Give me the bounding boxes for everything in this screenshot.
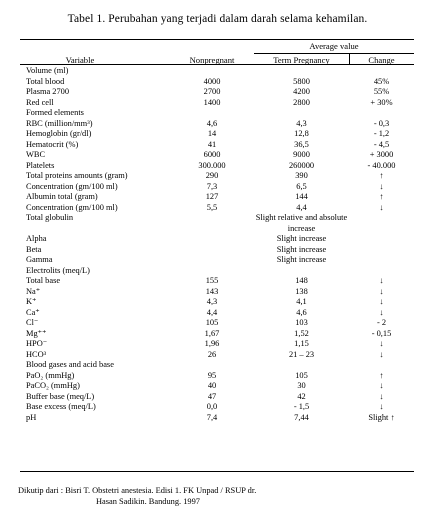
- cell-change: 55%: [373, 87, 390, 96]
- cell-change: - 0,15: [371, 328, 392, 338]
- cell-variable: Na⁺: [26, 286, 41, 296]
- column-header-nonpregnant: Nonpregnant: [189, 55, 235, 65]
- table-caption: Tabel 1. Perubahan yang terjadi dalam darah selama kehamilan.: [67, 13, 368, 25]
- cell-change: - 2: [376, 318, 387, 327]
- cell-term-pregnancy: 30: [297, 381, 306, 390]
- average-value-rule: [254, 53, 414, 54]
- cell-term-pregnancy: 5800: [293, 76, 310, 86]
- cell-change: ↓: [379, 339, 384, 348]
- cell-variable: Electrolits (meq/L): [26, 265, 90, 275]
- cell-variable: K⁺: [26, 297, 37, 306]
- cell-nonpregnant: 7,3: [206, 181, 218, 191]
- cell-variable: Mg⁺⁺: [26, 328, 47, 338]
- cell-variable: Volume (ml): [26, 66, 69, 75]
- cell-change: - 4,5: [373, 139, 390, 149]
- cell-term-pregnancy: - 1,5: [293, 402, 310, 411]
- table-body: [0, 66, 435, 423]
- cell-nonpregnant: 14: [207, 129, 217, 138]
- cell-variable: Beta: [26, 244, 42, 254]
- cell-term-pregnancy: 4,6: [296, 307, 307, 317]
- cell-nonpregnant: 1,96: [204, 339, 220, 348]
- cell-change: - 40.000: [367, 160, 396, 170]
- cell-change: 45%: [373, 76, 390, 86]
- cell-variable: Total base: [26, 276, 61, 285]
- table-row: [0, 245, 435, 256]
- cell-nonpregnant: 4,6: [206, 118, 218, 128]
- table-row: [0, 66, 435, 77]
- table-row: [0, 150, 435, 161]
- column-header-term-pregnancy: Term Pregnancy: [273, 55, 330, 65]
- cell-nonpregnant: 95: [207, 370, 217, 380]
- average-value-header: Average value: [309, 41, 359, 51]
- table-row: [0, 119, 435, 130]
- cell-nonpregnant: 1,67: [204, 328, 220, 338]
- table-top-rule: [20, 39, 414, 40]
- cell-variable: Concentration (gm/100 ml): [26, 202, 118, 212]
- cell-change: + 3000: [369, 150, 394, 159]
- cell-change: ↓: [379, 202, 384, 212]
- table-row: [0, 213, 435, 234]
- cell-term-pregnancy: 4200: [293, 87, 310, 96]
- cell-term-pregnancy: 138: [295, 286, 308, 296]
- cell-term-pregnancy: 1,15: [294, 339, 309, 348]
- footnote: [18, 485, 256, 507]
- cell-term-pregnancy: 260000: [288, 160, 315, 170]
- cell-term-pregnancy: 1,52: [294, 328, 309, 338]
- table-row: [0, 108, 435, 119]
- cell-change: ↓: [379, 381, 384, 390]
- cell-variable: Buffer base (meq/L): [26, 391, 95, 401]
- cell-variable: Alpha: [26, 234, 47, 243]
- cell-change: ↑: [379, 370, 384, 380]
- table-row: [0, 308, 435, 319]
- table-row: [0, 350, 435, 361]
- cell-variable: Total blood: [26, 76, 65, 86]
- cell-nonpregnant: 26: [207, 349, 217, 359]
- cell-nonpregnant: 143: [205, 286, 219, 296]
- cell-term-pregnancy: 9000: [293, 150, 310, 159]
- table-row: [0, 339, 435, 350]
- cell-nonpregnant: 4,4: [206, 307, 218, 317]
- table-row: [0, 287, 435, 298]
- cell-nonpregnant: 290: [205, 171, 219, 180]
- cell-variable: HCO³: [26, 349, 47, 359]
- cell-variable: PaO₂ (mmHg): [26, 370, 75, 380]
- cell-change: Slight ↑: [368, 412, 395, 422]
- cell-change: - 1,2: [373, 129, 390, 138]
- cell-term-pregnancy: 4,3: [296, 118, 307, 128]
- table-row: [0, 77, 435, 88]
- table-row: [0, 371, 435, 382]
- table-row: [0, 255, 435, 266]
- cell-variable: Hematocrit (%): [26, 139, 79, 149]
- cell-nonpregnant: 5,5: [206, 202, 218, 212]
- cell-variable: Formed elements: [26, 108, 84, 117]
- footnote-line-1: Dikutip dari : Bisri T. Obstetri anestesia. Edisi 1. FK Unpad / RSUP dr.: [18, 486, 257, 495]
- cell-nonpregnant: 155: [205, 276, 219, 285]
- cell-term-pregnancy: 144: [295, 192, 308, 201]
- cell-change: ↓: [379, 307, 384, 317]
- cell-change: ↓: [379, 181, 384, 191]
- cell-nonpregnant: 6000: [203, 150, 221, 159]
- table-row: [0, 171, 435, 182]
- cell-change: ↓: [379, 349, 384, 359]
- cell-nonpregnant: 4000: [203, 76, 221, 86]
- cell-nonpregnant: 2700: [203, 87, 221, 96]
- cell-term-pregnancy: 4,4: [296, 202, 307, 212]
- cell-variable: Hemoglobin (gr/dl): [26, 129, 92, 138]
- table-row: [0, 276, 435, 287]
- cell-term-pregnancy: 148: [295, 276, 308, 285]
- cell-variable: PaCO₂ (mmHg): [26, 381, 80, 390]
- cell-nonpregnant: 300.000: [198, 160, 226, 170]
- cell-nonpregnant: 1400: [203, 97, 221, 107]
- cell-variable: WBC: [26, 150, 46, 159]
- cell-change: ↓: [379, 286, 384, 296]
- cell-variable: Total globulin: [26, 213, 74, 222]
- cell-change: ↑: [379, 192, 384, 201]
- table-row: [0, 161, 435, 172]
- cell-change: ↓: [379, 391, 384, 401]
- column-header-variable: Variable: [65, 55, 95, 65]
- table-row: [0, 234, 435, 245]
- cell-term-pregnancy: 6,5: [296, 181, 307, 191]
- cell-nonpregnant: 127: [205, 192, 219, 201]
- table-row: [0, 182, 435, 193]
- cell-nonpregnant: 47: [207, 391, 217, 401]
- cell-variable: Platelets: [26, 160, 55, 170]
- cell-variable: Total proteins amounts (gram): [26, 171, 128, 180]
- table-row: [0, 381, 435, 392]
- cell-term-pregnancy: Slight increase: [276, 244, 327, 254]
- cell-change: ↓: [379, 297, 384, 306]
- cell-variable: HPO⁻: [26, 339, 48, 348]
- cell-nonpregnant: 4,3: [206, 297, 218, 306]
- cell-nonpregnant: 41: [207, 139, 217, 149]
- cell-change: ↑: [379, 171, 384, 180]
- table-row: [0, 360, 435, 371]
- cell-variable: RBC (million/mm³): [26, 118, 93, 128]
- cell-nonpregnant: 7,4: [206, 412, 218, 422]
- table-row: [0, 402, 435, 413]
- column-header-change: Change: [368, 55, 395, 65]
- cell-variable: Ca⁺: [26, 307, 40, 317]
- cell-nonpregnant: 0,0: [206, 402, 218, 411]
- table-row: [0, 266, 435, 277]
- cell-term-pregnancy: 7,44: [294, 412, 309, 422]
- cell-nonpregnant: 40: [207, 381, 217, 390]
- cell-term-pregnancy: 2800: [293, 97, 310, 107]
- table-row: [0, 87, 435, 98]
- cell-term-pregnancy: 105: [295, 370, 308, 380]
- cell-nonpregnant: 105: [205, 318, 219, 327]
- table-row: [0, 329, 435, 340]
- footnote-line-2: Hasan Sadikin. Bandung. 1997: [96, 497, 200, 506]
- cell-variable: pH: [26, 412, 37, 422]
- cell-term-pregnancy: 36,5: [294, 139, 309, 149]
- cell-change: + 30%: [370, 97, 393, 107]
- cell-term-pregnancy: 103: [295, 318, 308, 327]
- cell-term-pregnancy: Slight increase: [276, 234, 327, 243]
- table-row: [0, 203, 435, 214]
- table-row: [0, 413, 435, 424]
- cell-variable: Cl⁻: [26, 318, 39, 327]
- cell-term-pregnancy: 12,8: [294, 129, 309, 138]
- cell-change: ↓: [379, 276, 384, 285]
- cell-term-pregnancy: 4,1: [296, 297, 307, 306]
- cell-variable: Albumin total (gram): [26, 192, 98, 201]
- cell-variable: Red cell: [26, 97, 54, 107]
- cell-term-pregnancy: 42: [297, 391, 306, 401]
- table-bottom-rule: [20, 471, 414, 472]
- cell-variable: Blood gases and acid base: [26, 360, 114, 369]
- cell-term-pregnancy: 21 – 23: [288, 349, 315, 359]
- table-row: [0, 297, 435, 308]
- cell-change: - 0,3: [373, 118, 390, 128]
- cell-variable: Gamma: [26, 255, 53, 264]
- cell-term-pregnancy: 390: [295, 171, 308, 180]
- cell-term-pregnancy: Slight relative and absolute increase: [255, 213, 348, 233]
- header-bottom-rule: [20, 64, 414, 65]
- cell-change: ↓: [379, 402, 384, 411]
- table-row: [0, 129, 435, 140]
- cell-variable: Plasma 2700: [26, 87, 70, 96]
- cell-variable: Base excess (meq/L): [26, 402, 96, 411]
- table-row: [0, 140, 435, 151]
- table-row: [0, 318, 435, 329]
- table-row: [0, 392, 435, 403]
- table-row: [0, 98, 435, 109]
- table-row: [0, 192, 435, 203]
- cell-variable: Concentration (gm/100 ml): [26, 181, 118, 191]
- cell-term-pregnancy: Slight increase: [276, 255, 327, 264]
